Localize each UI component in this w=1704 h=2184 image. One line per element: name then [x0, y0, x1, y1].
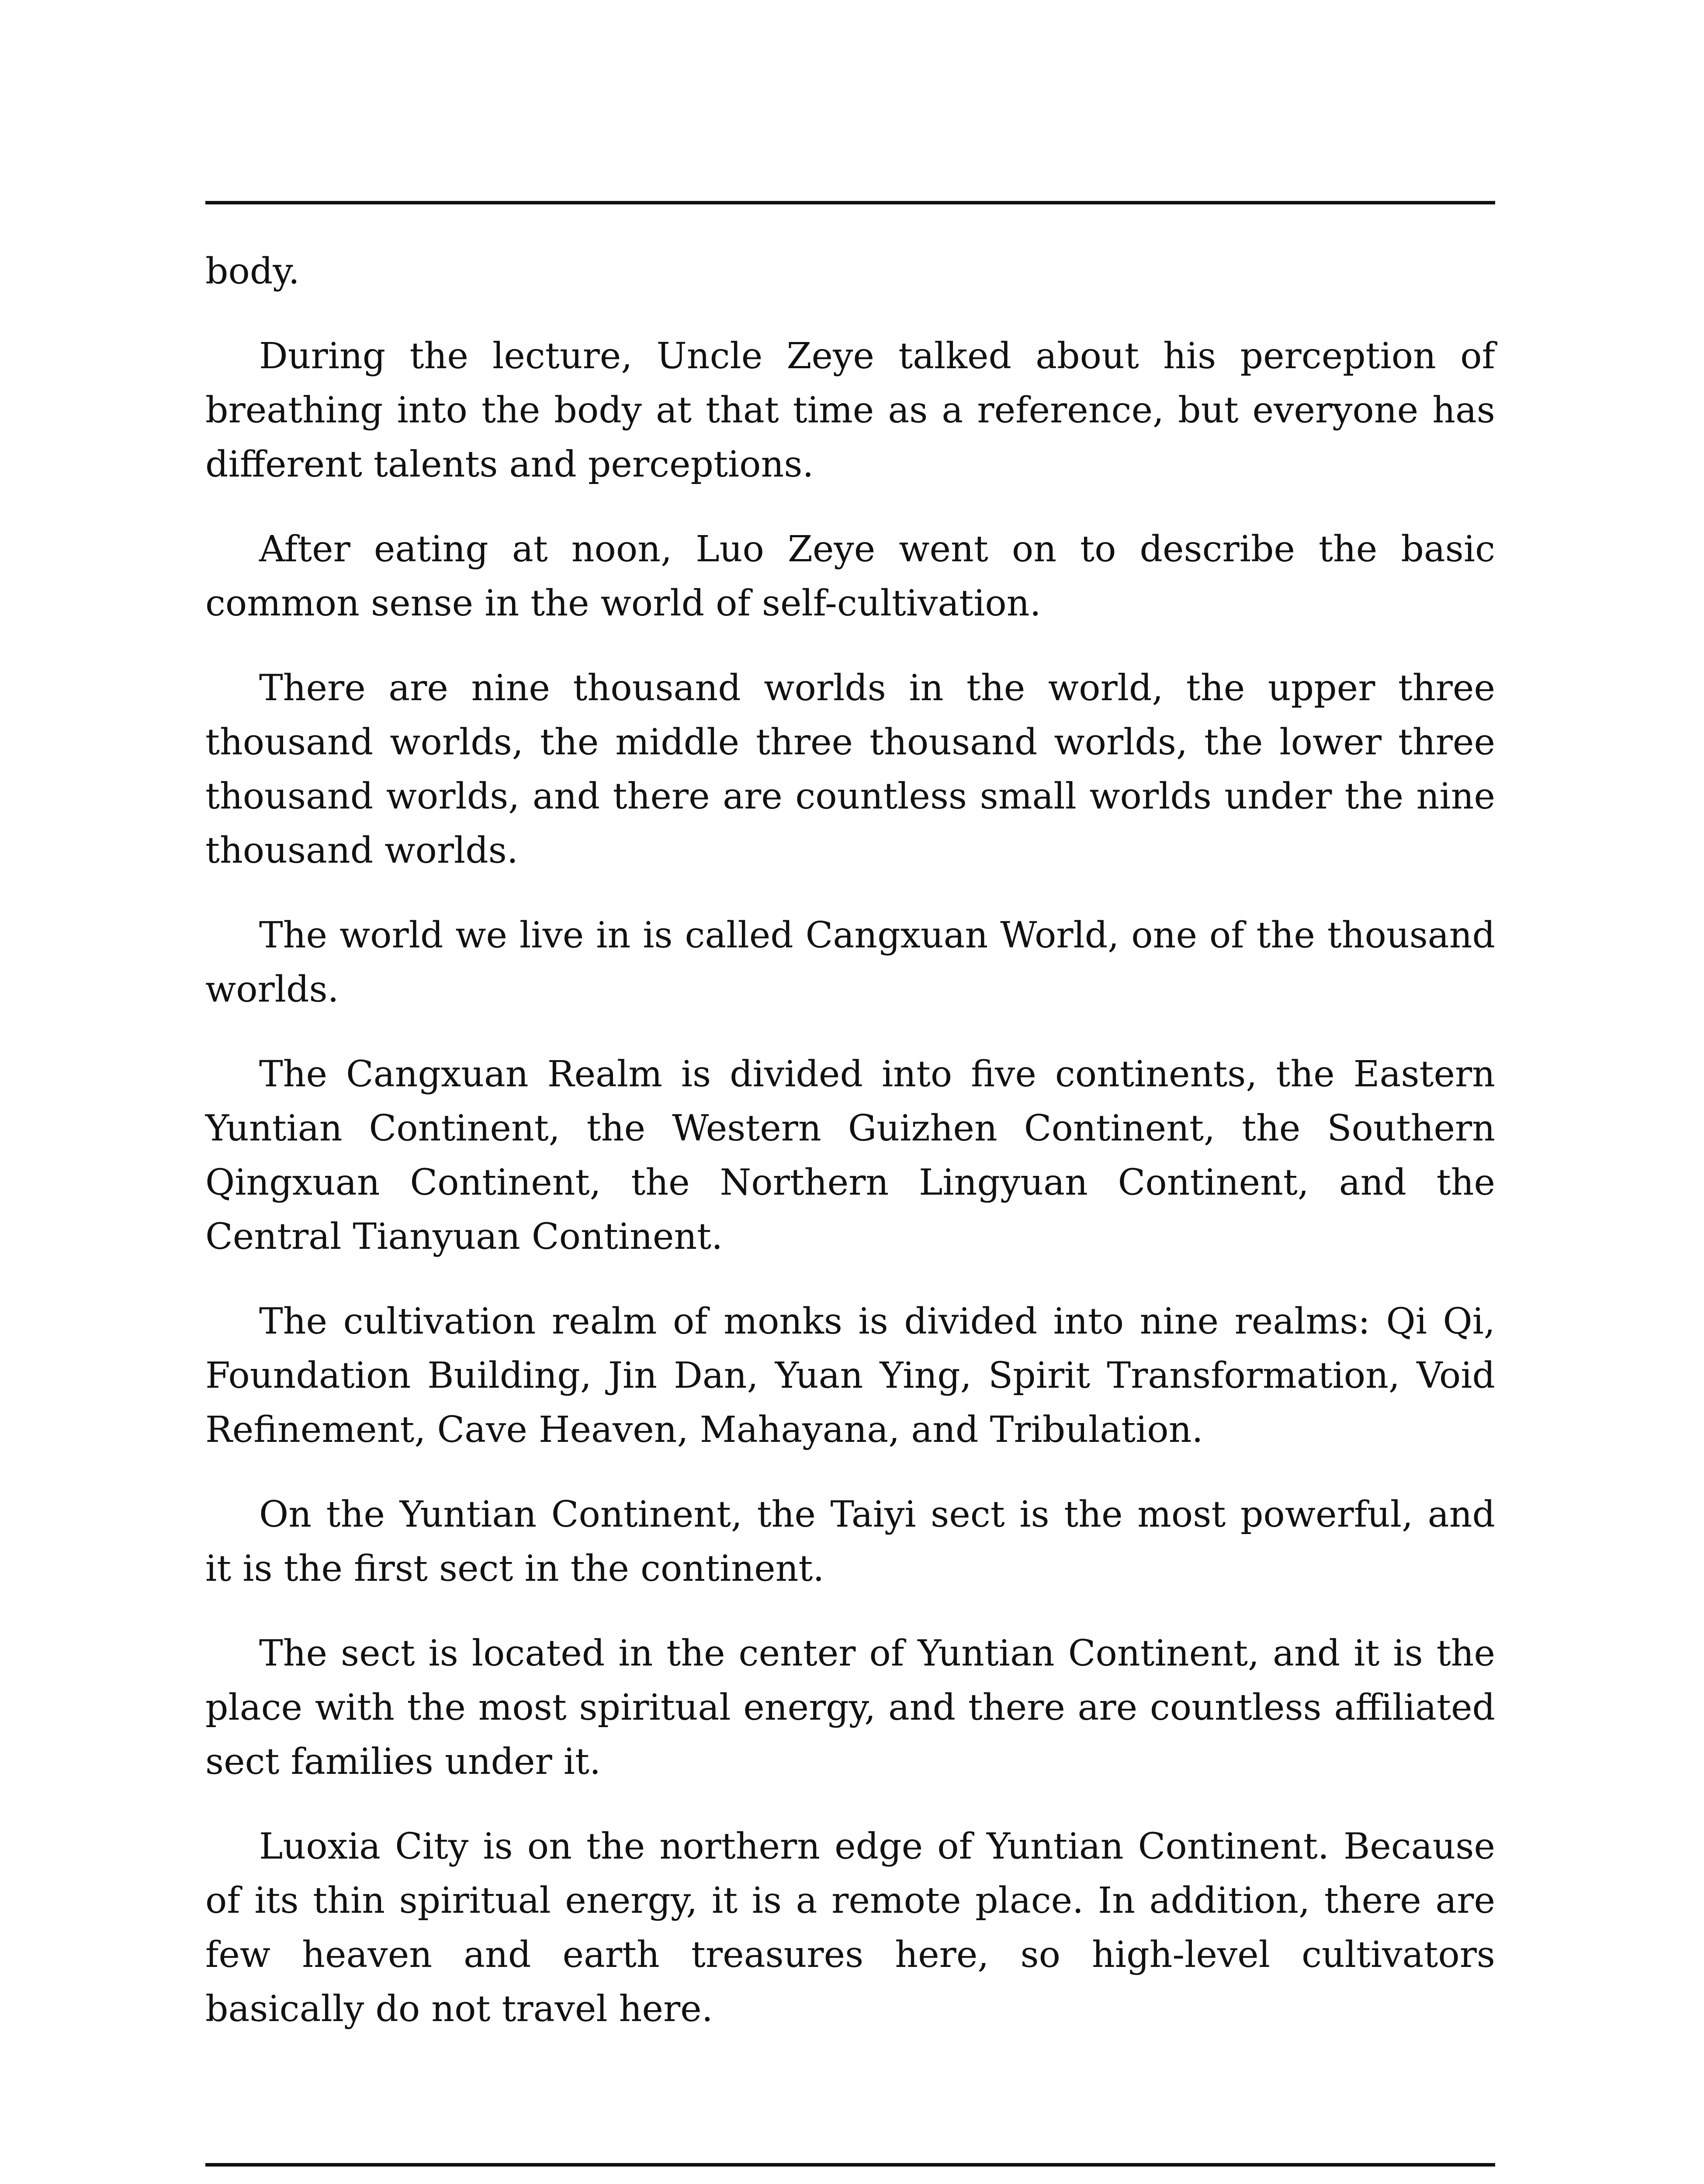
- paragraph: The Cangxuan Realm is divided into five continents, the Eastern Yuntian Continent, the Western Guizhen Continent, the Southern Qingxuan Continent, the Northern Lingyuan Continent, and the Central Tianyuan Continent.: [205, 1054, 1495, 1258]
- paragraph: On the Yuntian Continent, the Taiyi sect is the most powerful, and it is the first sect in the continent.: [205, 1494, 1495, 1590]
- paragraph: There are nine thousand worlds in the world, the upper three thousand worlds, the middle three thousand worlds, the lower three thousand worlds, and there are countless small worlds under the nine thousand worlds.: [205, 667, 1495, 871]
- paragraph: The cultivation realm of monks is divided into nine realms: Qi Qi, Foundation Building, Jin Dan, Yuan Ying, Spirit Transformation, Void Refinement, Cave Heaven, Mahayana, and Tribulation.: [205, 1301, 1495, 1451]
- paragraph: During the lecture, Uncle Zeye talked about his perception of breathing into the body at that time as a reference, but everyone has different talents and perceptions.: [205, 335, 1495, 485]
- paragraph: body.: [205, 251, 300, 292]
- footer-rule: [205, 2163, 1495, 2167]
- paragraph: After eating at noon, Luo Zeye went on to describe the basic common sense in the world of self-cultivation.: [205, 529, 1495, 624]
- body-text: [205, 245, 1495, 2067]
- header-rule: [205, 201, 1495, 204]
- paragraph: The world we live in is called Cangxuan World, one of the thousand worlds.: [205, 915, 1495, 1010]
- paragraph: Luoxia City is on the northern edge of Yuntian Continent. Because of its thin spiritual energy, it is a remote place. In addition, there are few heaven and earth treasures here, so high-level cultivators basically do not travel here.: [205, 1826, 1495, 2030]
- paragraph: The sect is located in the center of Yuntian Continent, and it is the place with the most spiritual energy, and there are countless affiliated sect families under it.: [205, 1633, 1495, 1783]
